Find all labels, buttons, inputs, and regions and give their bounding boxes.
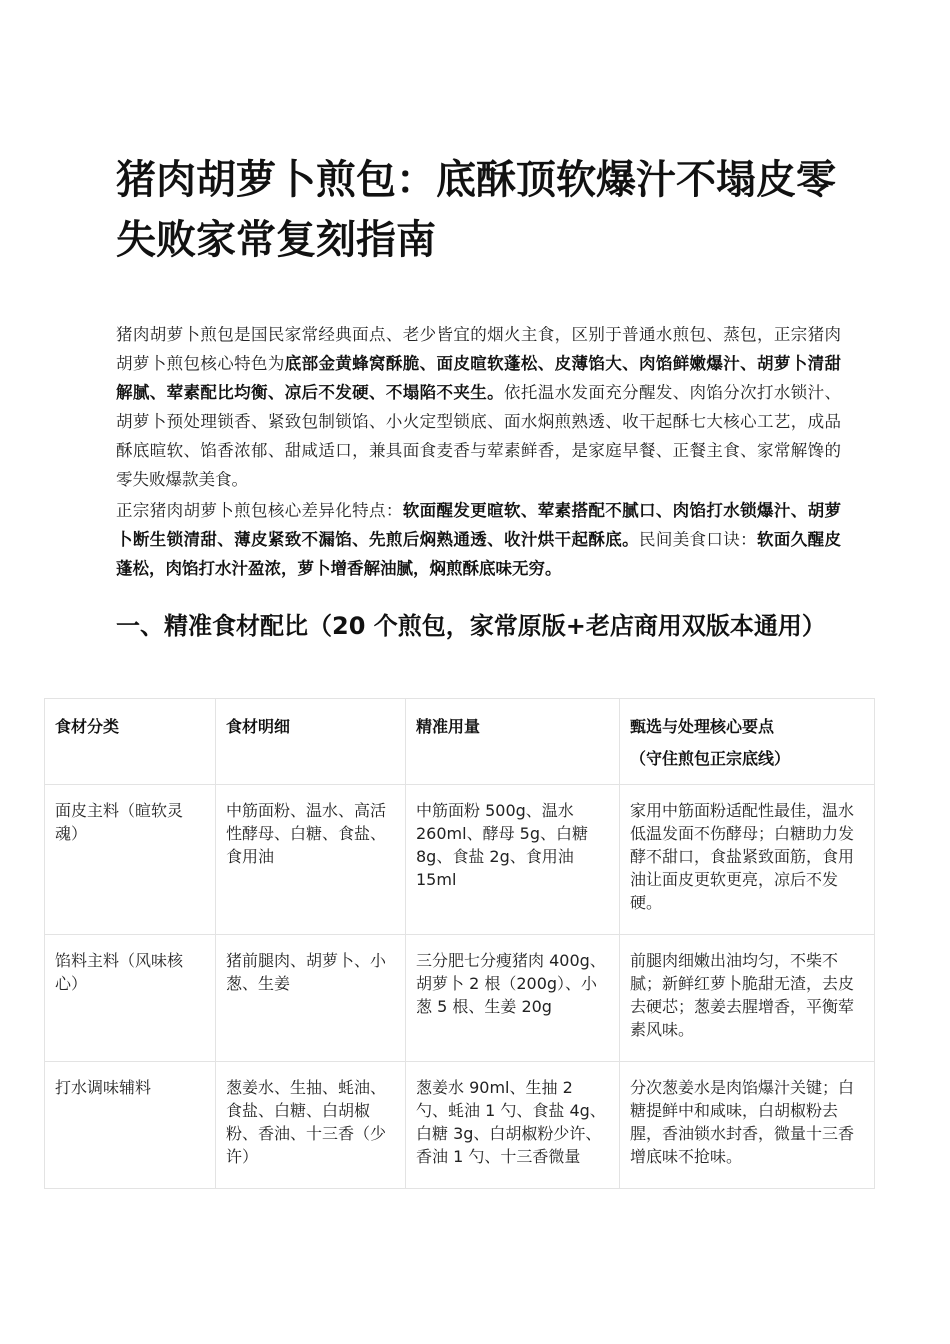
header-tips-sub: （守住煎包正宗底线） [630,749,791,768]
bold-text: 软面醒发更暄软、荤素搭配不腻口、肉馅打水锁爆汁、胡萝卜断生锁清甜、薄皮紧致不漏馅、先煎后焖熟通透、收汁烘干起酥底。 [116,501,842,549]
table-row [45,785,875,935]
section-heading: 一、精准食材配比（20 个煎包，家常原版+老店商用双版本通用） [116,612,826,640]
cell-category: 打水调味辅料 [45,1062,216,1189]
cell-tips: 分次葱姜水是肉馅爆汁关键；白糖提鲜中和咸味，白胡椒粉去腥，香油锁水封香，微量十三香增底味不抢味。 [620,1062,875,1189]
text-run: 民间美食口诀： [638,530,758,549]
intro-paragraph-2 [116,496,841,583]
cell-category: 馅料主料（风味核心） [45,935,216,1062]
header-detail: 食材明细 [216,699,406,785]
text-run: 正宗猪肉胡萝卜煎包核心差异化特点： [116,501,403,520]
header-amount: 精准用量 [406,699,620,785]
header-tips [620,699,875,785]
text-run: 猪肉胡萝卜煎包是国民家常经典面点、老少皆宜的烟火主食，区别于普通水煎包、蒸包，正宗猪肉胡萝卜煎包核心特色为 [116,325,841,373]
cell-amount: 葱姜水 90ml、生抽 2 勺、蚝油 1 勺、食盐 4g、白糖 3g、白胡椒粉少许、香油 1 勺、十三香微量 [406,1062,620,1189]
cell-category: 面皮主料（暄软灵魂） [45,785,216,935]
cell-amount: 三分肥七分瘦猪肉 400g、胡萝卜 2 根（200g）、小葱 5 根、生姜 20g [406,935,620,1062]
table-row [45,935,875,1062]
intro-paragraph-1 [116,320,841,494]
cell-tips: 前腿肉细嫩出油均匀，不柴不腻；新鲜红萝卜脆甜无渣，去皮去硬芯；葱姜去腥增香，平衡荤素风味。 [620,935,875,1062]
cell-detail: 葱姜水、生抽、蚝油、食盐、白糖、白胡椒粉、香油、十三香（少许） [216,1062,406,1189]
page-title: 猪肉胡萝卜煎包：底酥顶软爆汁不塌皮零失败家常复刻指南 [116,157,836,263]
table-header-row [45,699,875,785]
cell-detail: 猪前腿肉、胡萝卜、小葱、生姜 [216,935,406,1062]
cell-detail: 中筋面粉、温水、高活性酵母、白糖、食盐、食用油 [216,785,406,935]
ingredients-table [44,698,875,1189]
header-tips-label: 甄选与处理核心要点 [630,717,775,736]
text-run: 依托温水发面充分醒发、肉馅分次打水锁汁、胡萝卜预处理锁香、紧致包制锁馅、小火定型锁底、面水焖煎熟透、收干起酥七大核心工艺，成品酥底暄软、馅香浓郁、甜咸适口，兼具面食麦香与荤素鲜香，是家庭早餐、正餐主食、家常解馋的零失败爆款美食。 [116,383,842,489]
header-category: 食材分类 [45,699,216,785]
bold-text: 底部金黄蜂窝酥脆、面皮暄软蓬松、皮薄馅大、肉馅鲜嫩爆汁、胡萝卜清甜解腻、荤素配比均衡、凉后不发硬、不塌陷不夹生。 [116,354,842,402]
bold-text: 软面久醒皮蓬松，肉馅打水汁盈浓，萝卜增香解油腻，焖煎酥底味无穷。 [116,530,842,578]
table-row [45,1062,875,1189]
cell-amount: 中筋面粉 500g、温水 260ml、酵母 5g、白糖 8g、食盐 2g、食用油 15ml [406,785,620,935]
cell-tips: 家用中筋面粉适配性最佳，温水低温发面不伤酵母；白糖助力发酵不甜口，食盐紧致面筋，食用油让面皮更软更亮，凉后不发硬。 [620,785,875,935]
